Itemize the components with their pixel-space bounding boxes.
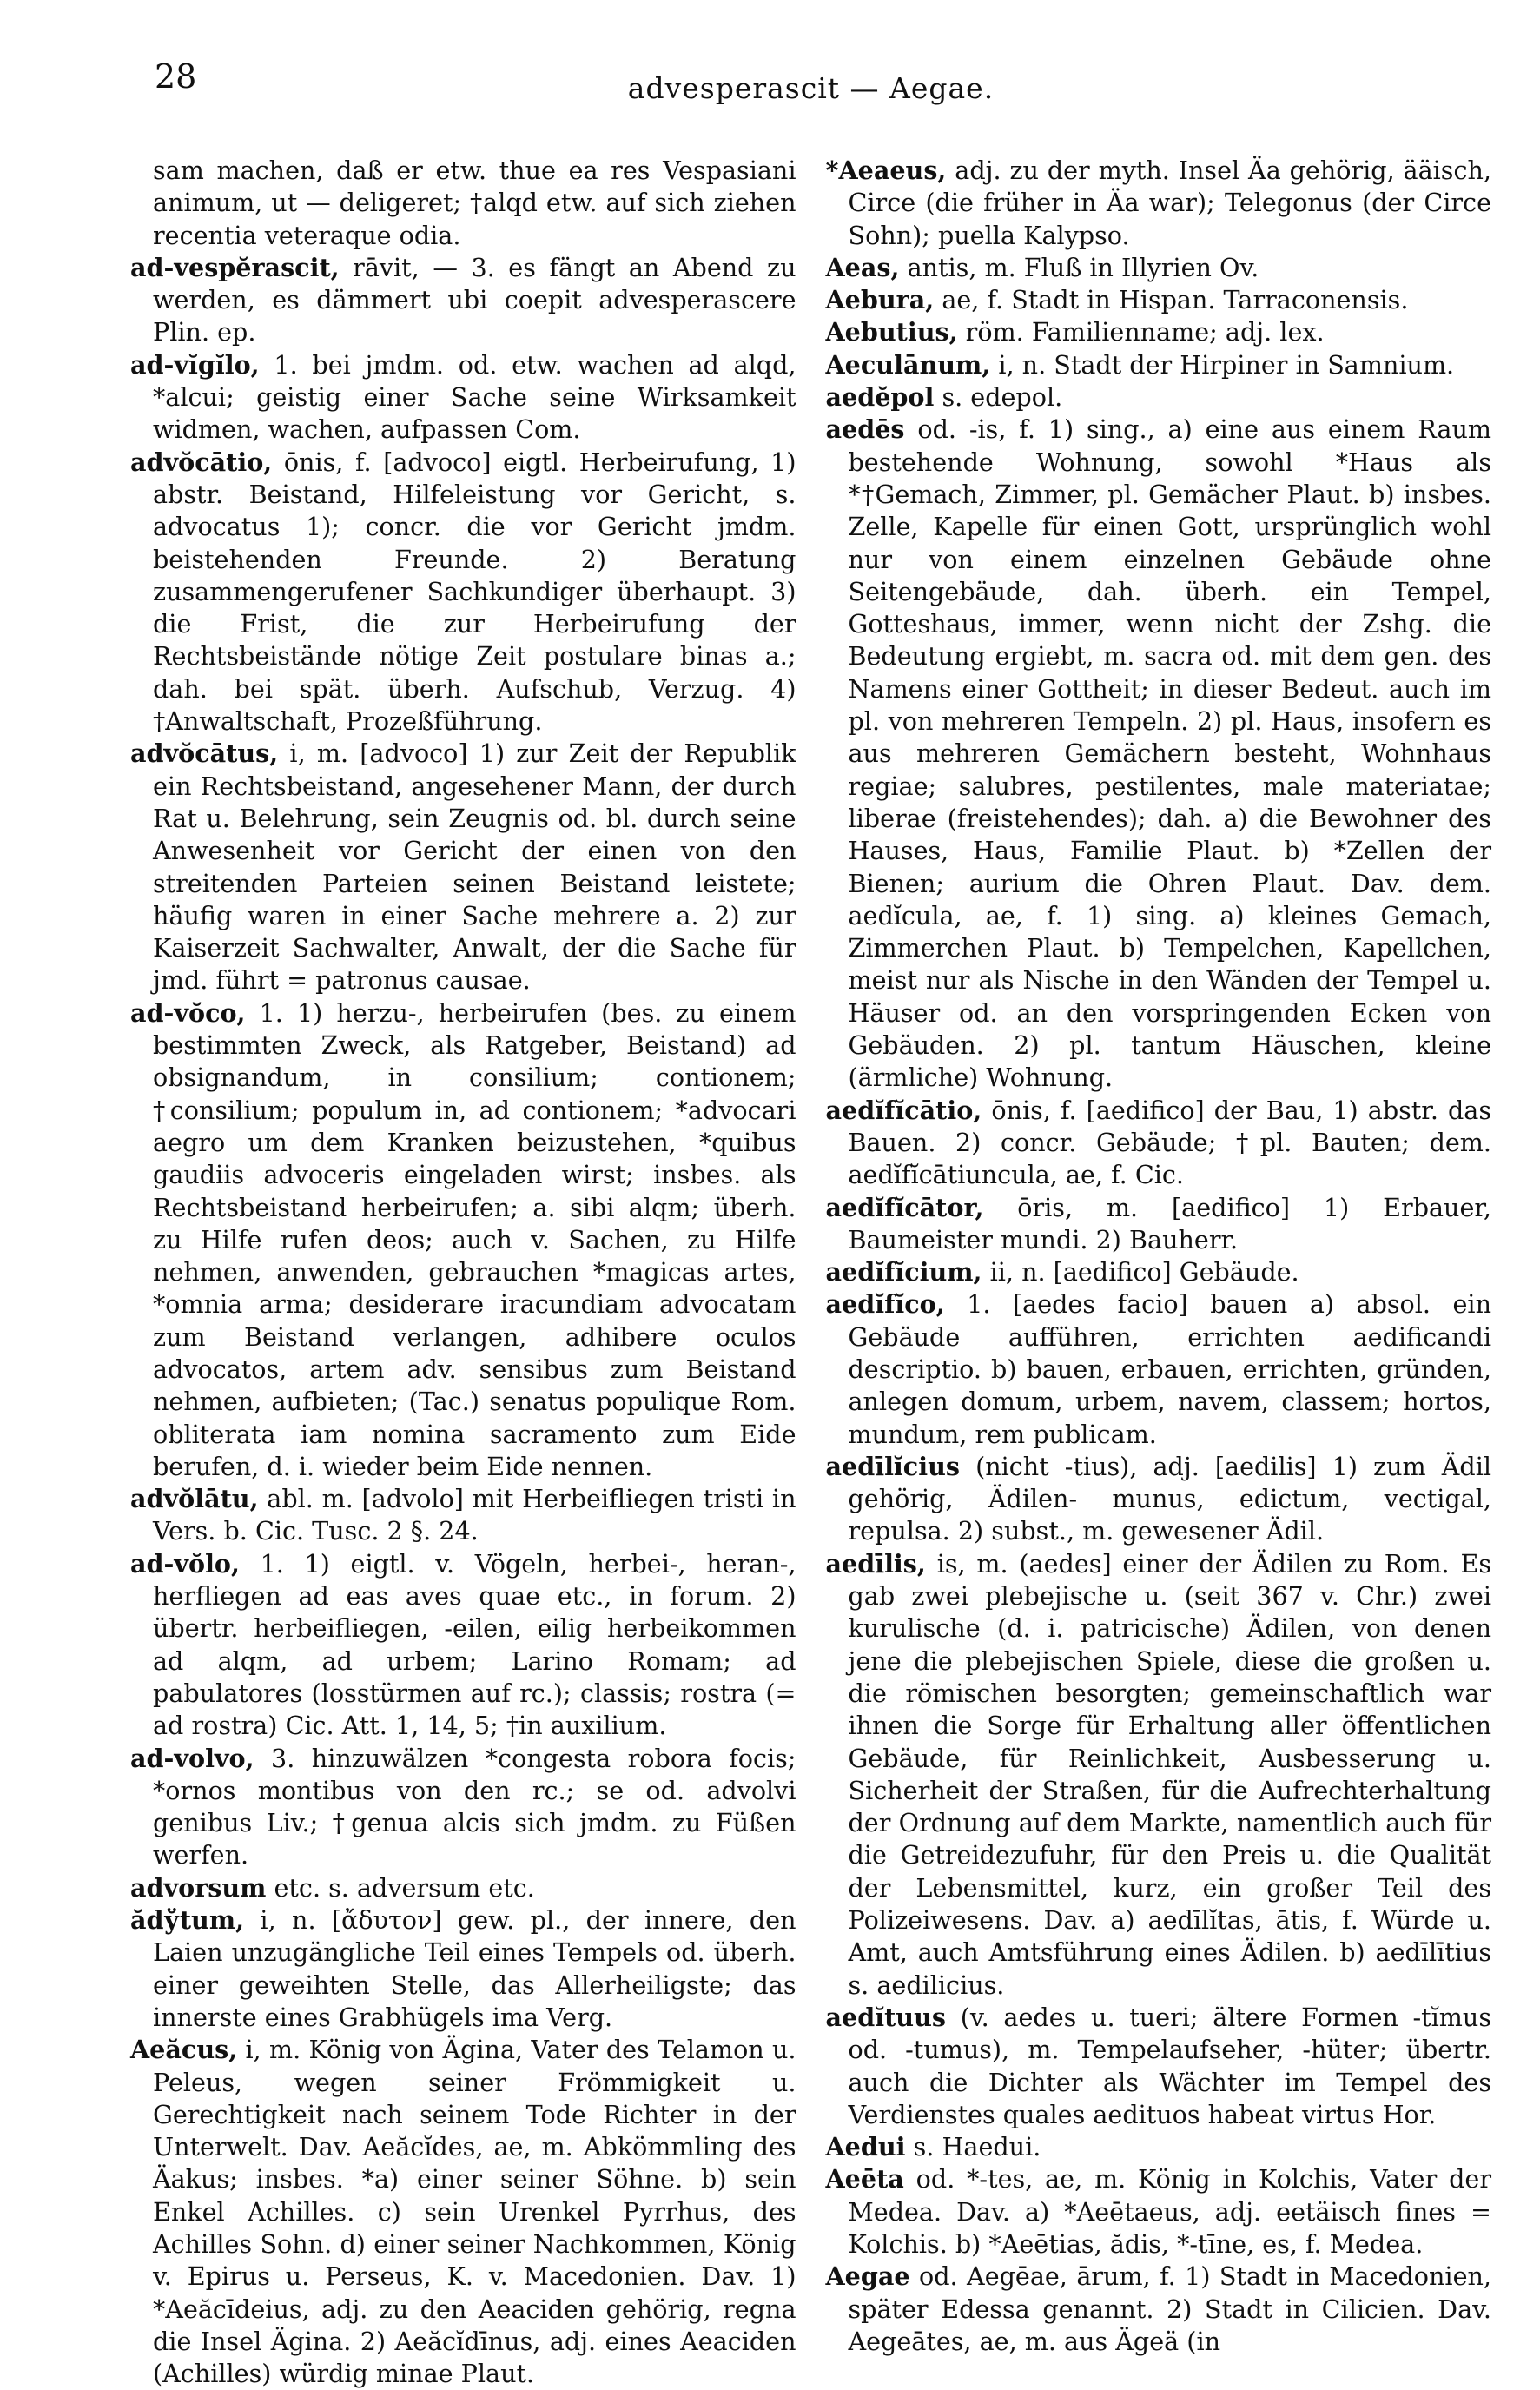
dictionary-entry	[826, 2261, 1492, 2358]
entry-definition: 1. bei jmdm. od. etw. wachen ad alqd, *alcui; geistig einer Sache seine Wirksamkeit widmen, wachen, aufpassen Com.	[153, 349, 796, 445]
entry-headword: aedĭfĭcātio,	[825, 1095, 982, 1125]
entry-definition: abl. m. [advolo] mit Herbeifliegen tristi in Vers. b. Cic. Tusc. 2 §. 24.	[153, 1484, 796, 1546]
dictionary-entry	[826, 284, 1492, 316]
dictionary-entry	[826, 381, 1492, 414]
dictionary-entry	[826, 1548, 1492, 2002]
entry-definition: 1. 1) eigtl. v. Vögeln, herbei-, heran-, herfliegen ad eas aves quae etc., in forum. 2) übertr. herbeifliegen, -eilen, eilig herbeikommen ad alqm, ad urbem; Larino Romam; ad pabulatores (losstürmen auf rc.); classis; rostra (= ad rostra) Cic. Att. 1, 14, 5; †in auxilium.	[153, 1548, 796, 1741]
entry-headword: aedēs	[825, 414, 905, 445]
entry-headword: *Aeaeus,	[825, 156, 947, 185]
dictionary-entry	[826, 2002, 1492, 2131]
dictionary-entry	[130, 349, 796, 447]
dictionary-entry	[130, 1548, 796, 1743]
entry-headword: advŏcātio,	[130, 447, 273, 477]
entry-headword: ad-vĭgĭlo,	[130, 349, 260, 380]
entry-headword: ad-vespĕrascit,	[130, 252, 340, 282]
entry-definition: is, m. (aedes] einer der Ädilen zu Rom. Es gab zwei plebejische u. (seit 367 v. Chr.) zwei kurulische (d. i. patricische) Ädilen, von denen jene die plebejischen Spiele, diese die großen u. die römischen besorgten; gemeinschaftlich war ihnen die Sorge für Erhaltung aller öffentlichen Gebäude, für Reinlichkeit, Ausbesserung u. Sicherheit der Straßen, für die Aufrechterhaltung der Ordnung auf dem Markte, namentlich auch für die Getreidezufuhr, für den Preis u. die Qualität der Lebensmittel, kurz, ein großer Teil des Polizeiwesens. Dav. a) aedīlĭtas, ātis, f. Würde u. Amt, auch Amtsführung eines Ädilen. b) aedīlītius s. aedilicius.	[848, 1548, 1492, 2000]
entry-headword: ad-vŏlo,	[130, 1548, 240, 1579]
entry-definition: i, m. [advoco] 1) zur Zeit der Republik ein Rechtsbeistand, angesehener Mann, der durch Rat u. Belehrung, sein Zeugnis od. bl. durch seine Anwesenheit vor Gericht der einen von den streitenden Parteien seinen Beistand leistete; häufig waren in einer Sache mehrere a. 2) zur Kaiserzeit Sachwalter, Anwalt, der die Sache für jmd. führt = patronus causae.	[153, 738, 796, 996]
entry-definition: ōnis, f. [advoco] eigtl. Herbeirufung, 1) abstr. Beistand, Hilfeleistung vor Gericht, s. advocatus 1); concr. die vor Gericht jmdm. beistehenden Freunde. 2) Beratung zusammengerufener Sachkundiger überhaupt. 3) die Frist, die zur Herbeirufung der Rechtsbeistände nötige Zeit postulare binas a.; dah. bei spät. überh. Aufschub, Verzug. 4) †Anwaltschaft, Prozeßführung.	[153, 447, 796, 737]
dictionary-entry	[130, 252, 796, 349]
dictionary-entry	[826, 1288, 1492, 1450]
entry-headword: aedīlĭcius	[825, 1451, 960, 1481]
entry-headword: Aeăcus,	[130, 2035, 238, 2065]
entry-definition: i, n. [ἄδυτον] gew. pl., der innere, den Laien unzugängliche Teil eines Tempels od. überh. einer geweihten Stelle, das Allerheiligste; das innerste eines Grabhügels ima Verg.	[153, 1905, 796, 2032]
dictionary-entry	[826, 155, 1492, 252]
entry-definition: (nicht -tius), adj. [aedilis] 1) zum Ädil gehörig, Ädilen- munus, edictum, vectigal, repulsa. 2) subst., m. gewesener Ädil.	[848, 1451, 1491, 1546]
entry-definition: i, n. Stadt der Hirpiner in Samnium.	[998, 349, 1455, 380]
entry-definition: ōris, m. [aedifico] 1) Erbauer, Baumeister mundi. 2) Bauherr.	[848, 1192, 1491, 1255]
dictionary-entry	[130, 1483, 796, 1548]
entry-definition: ōnis, f. [aedifico] der Bau, 1) abstr. das Bauen. 2) concr. Gebäude; †pl. Bauten; dem. aedĭfĭcātiuncula, ae, f. Cic.	[848, 1095, 1492, 1190]
entry-definition: od. -is, f. 1) sing., a) eine aus einem Raum bestehende Wohnung, sowohl *Haus als *†Gemach, Zimmer, pl. Gemächer Plaut. b) insbes. Zelle, Kapelle für einen Gott, ursprünglich wohl nur von einem einzelnen Gebäude ohne Seitengebäude, dah. überh. ein Tempel, Gotteshaus, immer, wenn nicht der Zshg. die Bedeutung ergiebt, m. sacra od. mit dem gen. des Namens einer Gottheit; in dieser Bedeut. auch im pl. von mehreren Tempeln. 2) pl. Haus, insofern es aus mehreren Gemächern besteht, Wohnhaus regiae; salubres, pestilentes, male materiatae; liberae (freistehendes); dah. a) die Bewohner des Hauses, Haus, Familie Plaut. b) *Zellen der Bienen; aurium die Ohren Plaut. Dav. dem. aedĭcula, ae, f. 1) sing. a) kleines Gemach, Zimmerchen Plaut. b) Tempelchen, Kapellchen, meist nur als Nische in den Wänden der Tempel u. Häuser od. an den vorspringenden Ecken von Gebäuden. 2) pl. tantum Häuschen, kleine (ärmliche) Wohnung.	[848, 414, 1491, 1093]
left-column	[130, 155, 796, 2390]
dictionary-entry	[826, 1256, 1492, 1288]
dictionary-entry	[130, 447, 796, 738]
entry-definition: s. Haedui.	[913, 2132, 1041, 2162]
entry-headword: ădўtum,	[130, 1905, 245, 1936]
entry-definition: ii, n. [aedifico] Gebäude.	[989, 1257, 1299, 1288]
entry-definition: od. Aegēae, ārum, f. 1) Stadt in Macedonien, später Edessa genannt. 2) Stadt in Cilicien. Dav. Aegeātes, ae, m. aus Ägeä (in	[848, 2261, 1491, 2356]
entry-definition: röm. Familienname; adj. lex.	[965, 317, 1325, 348]
entry-headword: advŏcātus,	[130, 738, 279, 769]
entry-definition: od. *-tes, ae, m. König in Kolchis, Vater der Medea. Dav. a) *Aeētaeus, adj. eetäisch fines = Kolchis. b) *Aeētias, ădis, *-tīne, es, f. Medea.	[848, 2164, 1492, 2259]
entry-definition: sam machen, daß er etw. thue ea res Vespasiani animum, ut — deligeret; †alqd etw. auf sich ziehen recentia veteraque odia.	[153, 156, 796, 250]
dictionary-entry	[130, 1743, 796, 1872]
entry-definition: adj. zu der myth. Insel Äa gehörig, ääisch, Circe (die früher in Äa war); Telegonus (der Circe Sohn); puella Kalypso.	[848, 156, 1491, 250]
dictionary-entry	[130, 738, 796, 996]
entry-definition: ae, f. Stadt in Hispan. Tarraconensis.	[942, 285, 1409, 315]
entry-headword: advŏlātu,	[130, 1484, 259, 1514]
dictionary-entry	[130, 1904, 796, 2034]
dictionary-entry	[130, 2034, 796, 2390]
dictionary-entry	[826, 1451, 1492, 1548]
entry-headword: ad-volvo,	[130, 1743, 254, 1773]
entry-definition: etc. s. adversum etc.	[274, 1872, 535, 1903]
running-head-title: advesperascit — Aegae.	[627, 71, 995, 105]
entry-headword: aedīlis,	[825, 1548, 926, 1579]
two-column-body	[130, 155, 1491, 2390]
right-column	[826, 155, 1492, 2390]
entry-definition: 3. hinzuwälzen *congesta robora focis; *ornos montibus von den rc.; se od. advolvi genibus Liv.; †genua alcis sich jmdm. zu Füßen werfen.	[153, 1743, 796, 1870]
dictionary-entry	[826, 414, 1492, 1094]
dictionary-entry	[826, 316, 1492, 348]
dictionary-entry	[826, 1192, 1492, 1257]
dictionary-entry	[826, 349, 1492, 381]
entry-headword: Aeēta	[825, 2164, 904, 2195]
entry-headword: aedĭtuus	[825, 2002, 946, 2032]
entry-headword: aedĭfĭcātor,	[825, 1192, 984, 1222]
entry-headword: Aeas,	[825, 252, 900, 282]
dictionary-entry	[826, 252, 1492, 284]
entry-headword: advorsum	[130, 1872, 267, 1903]
entry-definition: 1. 1) herzu-, herbeirufen (bes. zu einem bestimmten Zweck, als Ratgeber, Beistand) ad obsignandum, in consilium; contionem; †consilium; populum in, ad contionem; *advocari aegro um dem Kranken beizustehen, *quibus gaudiis advoceris eingeladen wirst; insbes. als Rechtsbeistand herbeirufen; a. sibi alqm; überh. zu Hilfe rufen deos; auch v. Sachen, zu Hilfe nehmen, anwenden, gebrauchen *magicas artes, *omnia arma; desiderare iracundiam advocatam zum Beistand verlangen, adhibere oculos advocatos, artem adv. sensibus zum Beistand nehmen, aufbieten; (Tac.) senatus populique Rom. obliterata iam nomina sacramento zum Eide berufen, d. i. wieder beim Eide nennen.	[153, 997, 796, 1481]
entry-definition: (v. aedes u. tueri; ältere Formen -tĭmus od. -tumus), m. Tempelaufseher, -hüter; übertr. auch die Dichter als Wächter im Tempel des Verdienstes quales aedituos habeat virtus Hor.	[848, 2002, 1492, 2129]
entry-headword: aedĕpol	[825, 382, 935, 413]
entry-headword: Aebura,	[825, 285, 935, 315]
entry-definition: antis, m. Fluß in Illyrien Ov.	[907, 252, 1259, 282]
entry-headword: ad-vŏco,	[130, 997, 246, 1028]
entry-definition: 1. [aedes facio] bauen a) absol. ein Gebäude aufführen, errichten aedificandi descriptio. b) bauen, erbauen, errichten, gründen, anlegen domum, urbem, navem, classem; hortos, mundum, rem publicam.	[848, 1289, 1491, 1449]
entry-headword: Aeculānum,	[825, 349, 991, 380]
running-head	[130, 42, 1491, 120]
entry-headword: aedĭfĭcium,	[825, 1257, 982, 1288]
entry-headword: Aegae	[825, 2261, 910, 2292]
page-number: 28	[155, 57, 197, 96]
dictionary-entry	[130, 997, 796, 1483]
entry-headword: aedĭfĭco,	[825, 1289, 945, 1320]
dictionary-entry	[130, 155, 796, 252]
entry-headword: Aedui	[825, 2132, 906, 2162]
entry-definition: rāvit, — 3. es fängt an Abend zu werden, es dämmert ubi coepit advesperascere Plin. ep.	[153, 252, 796, 348]
entry-definition: s. edepol.	[942, 382, 1063, 413]
dictionary-entry	[826, 2163, 1492, 2261]
entry-definition: i, m. König von Ägina, Vater des Telamon u. Peleus, wegen seiner Frömmigkeit u. Gerechtigkeit nach seinem Tode Richter in der Unterwelt. Dav. Aeăcĭdes, ae, m. Abkömmling des Äakus; insbes. *a) einer seiner Söhne. b) sein Enkel Achilles. c) sein Urenkel Pyrrhus, des Achilles Sohn. d) einer seiner Nachkommen, König v. Epirus u. Perseus, K. v. Macedonien. Dav. 1) *Aeăcīdeius, adj. zu den Aeaciden gehörig, regna die Insel Ägina. 2) Aeăcĭdīnus, adj. eines Aeaciden (Achilles) würdig minae Plaut.	[153, 2035, 796, 2389]
dictionary-entry	[130, 1872, 796, 1904]
dictionary-entry	[826, 1095, 1492, 1192]
entry-headword: Aebutius,	[825, 317, 958, 348]
dictionary-entry	[826, 2131, 1492, 2163]
